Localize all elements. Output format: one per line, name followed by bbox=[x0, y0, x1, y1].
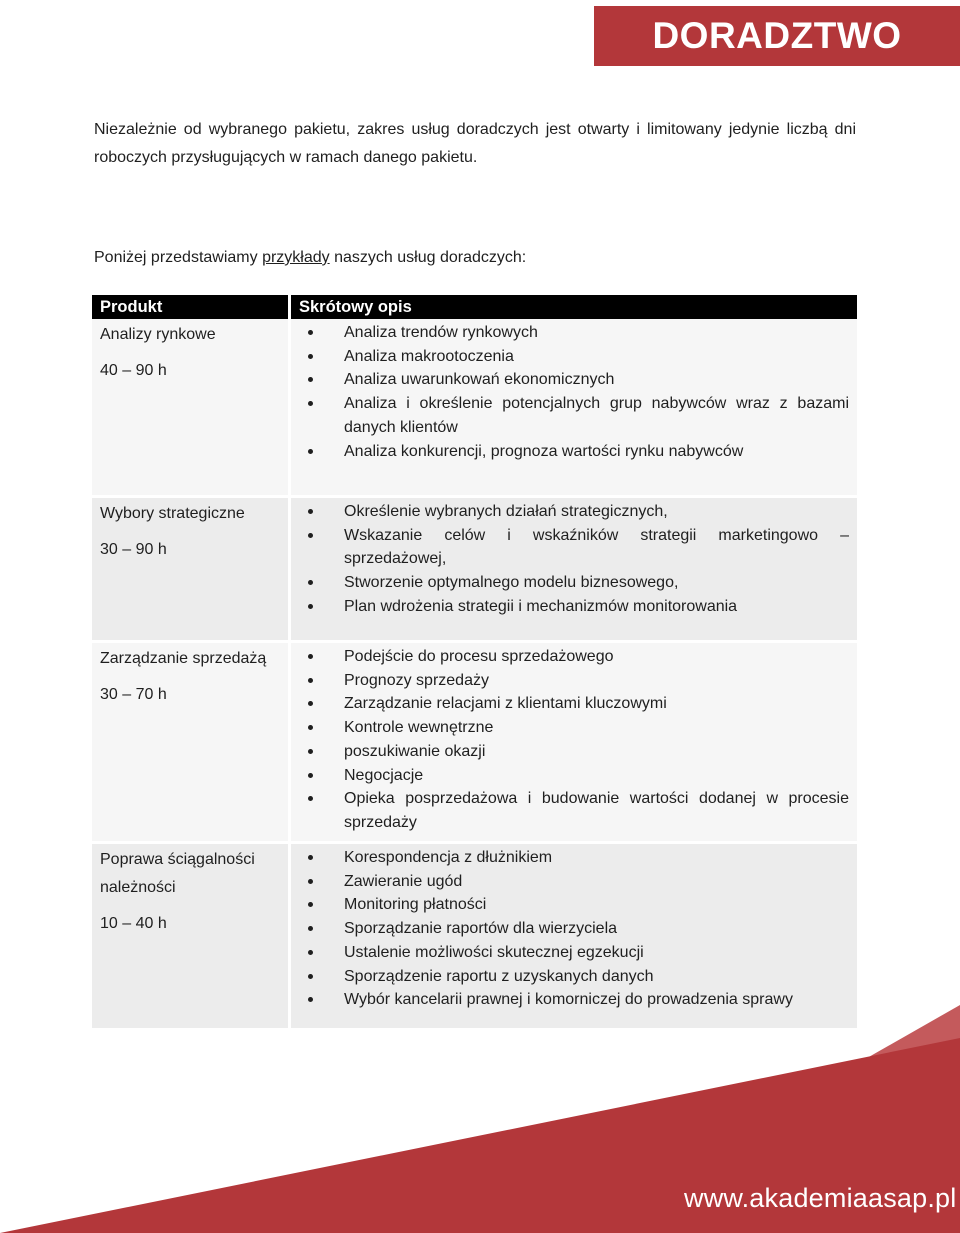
page-title: DORADZTWO bbox=[652, 15, 902, 56]
list-item: Analiza trendów rynkowych bbox=[299, 321, 849, 345]
list-item: poszukiwanie okazji bbox=[299, 740, 849, 764]
footer-website-link[interactable]: www.akademiaasap.pl bbox=[684, 1183, 957, 1213]
list-item: Analiza makrootoczenia bbox=[299, 345, 849, 369]
product-hours: 30 – 90 h bbox=[100, 541, 167, 558]
list-item: Monitoring płatności bbox=[299, 893, 849, 917]
list-item: Wskazanie celów i wskaźników strategii marketingowo – sprzedażowej, bbox=[299, 524, 849, 571]
list-item: Zawieranie ugód bbox=[299, 870, 849, 894]
examples-text-before: Poniżej przedstawiamy bbox=[94, 249, 263, 266]
list-item: Stworzenie optymalnego modelu biznesowego, bbox=[299, 571, 849, 595]
list-item: Zarządzanie relacjami z klientami kluczowymi bbox=[299, 692, 849, 716]
list-item: Korespondencja z dłużnikiem bbox=[299, 846, 849, 870]
product-hours: 10 – 40 h bbox=[100, 915, 167, 932]
list-item: Wybór kancelarii prawnej i komorniczej do prowadzenia sprawy bbox=[299, 988, 849, 1012]
list-item: Opieka posprzedażowa i budowanie wartości dodanej w procesie sprzedaży bbox=[299, 787, 849, 834]
list-item: Analiza i określenie potencjalnych grup nabywców wraz z bazami danych klientów bbox=[299, 392, 849, 439]
list-item: Sporządzenie raportu z uzyskanych danych bbox=[299, 965, 849, 989]
intro-paragraph: Niezależnie od wybranego pakietu, zakres usług doradczych jest otwarty i limitowany jedynie liczbą dni roboczych przysługujących w ramach danego pakietu. bbox=[94, 121, 856, 166]
product-name: Poprawa ściągalności należności bbox=[100, 851, 255, 896]
list-item: Podejście do procesu sprzedażowego bbox=[299, 645, 849, 669]
list-item: Sporządzanie raportów dla wierzyciela bbox=[299, 917, 849, 941]
list-item: Ustalenie możliwości skutecznej egzekucji bbox=[299, 941, 849, 965]
column-header-product: Produkt bbox=[92, 295, 291, 319]
list-item: Określenie wybranych działań strategicznych, bbox=[299, 500, 849, 524]
product-name: Zarządzanie sprzedażą bbox=[100, 650, 267, 667]
list-item: Analiza konkurencji, prognoza wartości rynku nabywców bbox=[299, 440, 849, 464]
product-hours: 30 – 70 h bbox=[100, 686, 167, 703]
list-item: Analiza uwarunkowań ekonomicznych bbox=[299, 368, 849, 392]
examples-underlined: przykłady bbox=[262, 249, 330, 266]
product-name: Wybory strategiczne bbox=[100, 505, 245, 522]
list-item: Negocjacje bbox=[299, 764, 849, 788]
list-item: Plan wdrożenia strategii i mechanizmów monitorowania bbox=[299, 595, 849, 619]
examples-text-after: naszych usług doradczych: bbox=[329, 249, 527, 266]
product-hours: 40 – 90 h bbox=[100, 362, 167, 379]
column-header-description: Skrótowy opis bbox=[291, 295, 857, 319]
product-name: Analizy rynkowe bbox=[100, 326, 216, 343]
list-item: Kontrole wewnętrzne bbox=[299, 716, 849, 740]
list-item: Prognozy sprzedaży bbox=[299, 669, 849, 693]
